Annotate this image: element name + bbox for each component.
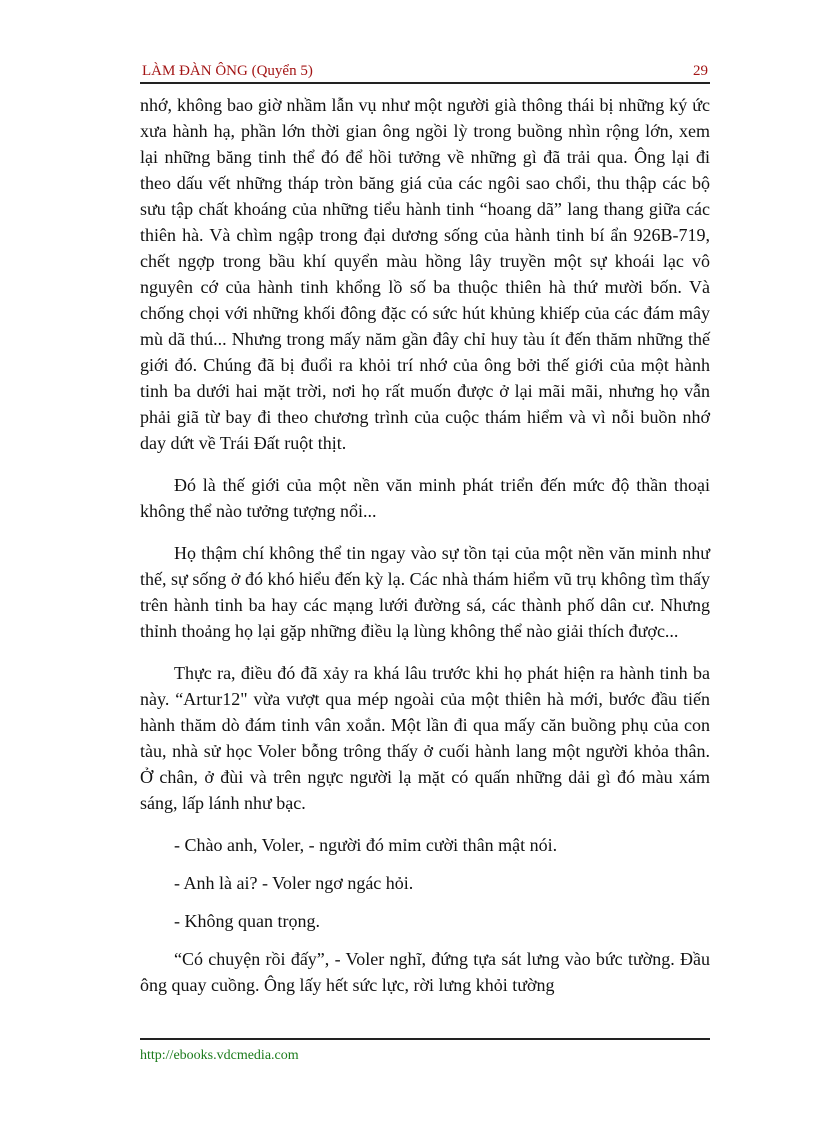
paragraph: Thực ra, điều đó đã xảy ra khá lâu trước khi họ phát hiện ra hành tinh ba này. “Artur12" vừa vượt qua mép ngoài của một thiên hà mới, bước đầu tiến hành thăm dò đám tinh vân xoắn. Một lần đi qua mấy căn buồng phụ của con tàu, nhà sử học Voler bỗng trông thấy ở cuối hành lang một người khỏa thân. Ở chân, ở đùi và trên ngực người lạ mặt có quấn những dải gì đó màu xám sáng, lấp lánh như bạc. bbox=[140, 663, 710, 813]
page-header bbox=[140, 60, 710, 84]
dialog-line: - Chào anh, Voler, - người đó mỉm cười thân mật nói. bbox=[174, 835, 558, 855]
dialog-line: - Không quan trọng. bbox=[174, 911, 320, 931]
book-title: LÀM ĐÀN ÔNG (Quyển 5) bbox=[142, 63, 313, 79]
footer-link[interactable]: http://ebooks.vdcmedia.com bbox=[140, 1048, 299, 1063]
paragraph: nhớ, không bao giờ nhầm lẫn vụ như một người già thông thái bị những ký ức xưa hành hạ, phần lớn thời gian ông ngồi lỳ trong buồng nhìn rộng lớn, xem lại những băng tinh thể đó để hồi tưởng về những gì đã trải qua. Ông lại đi theo dấu vết những tháp tròn băng giá của các ngôi sao chổi, thu thập các bộ sưu tập chất khoáng của những tiểu hành tinh “hoang dã” lang thang giữa các thiên hà. Và chìm ngập trong đại dương sống của hành tinh bí ẩn 926B-719, chết ngợp trong bầu khí quyển màu hồng lây truyền một sự khoái lạc vô nguyên cớ của hành tinh khổng lồ số ba thuộc thiên hà thứ mười bốn. Và chống chọi với những khối đông đặc có sức hút khủng khiếp của các đám mây mù dã thú... Nhưng trong mấy năm gần đây chỉ huy tàu ít đến thăm những thế giới đó. Chúng đã bị đuổi ra khỏi trí nhớ của ông bởi thế giới của một hành tinh ba dưới hai mặt trời, nơi họ rất muốn được ở lại mãi mãi, nhưng họ vẫn phải giã từ bay đi theo chương trình của cuộc thám hiểm và vì nỗi buồn nhớ day dứt về Trái Đất ruột thịt. bbox=[140, 95, 710, 453]
paragraph: Đó là thế giới của một nền văn minh phát triển đến mức độ thần thoại không thể nào tưởng tượng nổi... bbox=[140, 475, 710, 521]
dialog-line: - Anh là ai? - Voler ngơ ngác hỏi. bbox=[174, 873, 414, 893]
page-number: 29 bbox=[693, 63, 708, 79]
page-body bbox=[140, 92, 710, 1014]
paragraph: Họ thậm chí không thể tin ngay vào sự tồn tại của một nền văn minh như thế, sự sống ở đó khó hiểu đến kỳ lạ. Các nhà thám hiểm vũ trụ không tìm thấy trên hành tinh ba hay các mạng lưới đường sá, các thành phố dân cư. Nhưng thỉnh thoảng họ lại gặp những điều lạ lùng không thể nào giải thích được... bbox=[140, 543, 710, 641]
paragraph: “Có chuyện rồi đấy”, - Voler nghĩ, đứng tựa sát lưng vào bức tường. Đầu ông quay cuồng. Ông lấy hết sức lực, rời lưng khỏi tường bbox=[140, 949, 710, 995]
page-footer bbox=[140, 1038, 710, 1064]
